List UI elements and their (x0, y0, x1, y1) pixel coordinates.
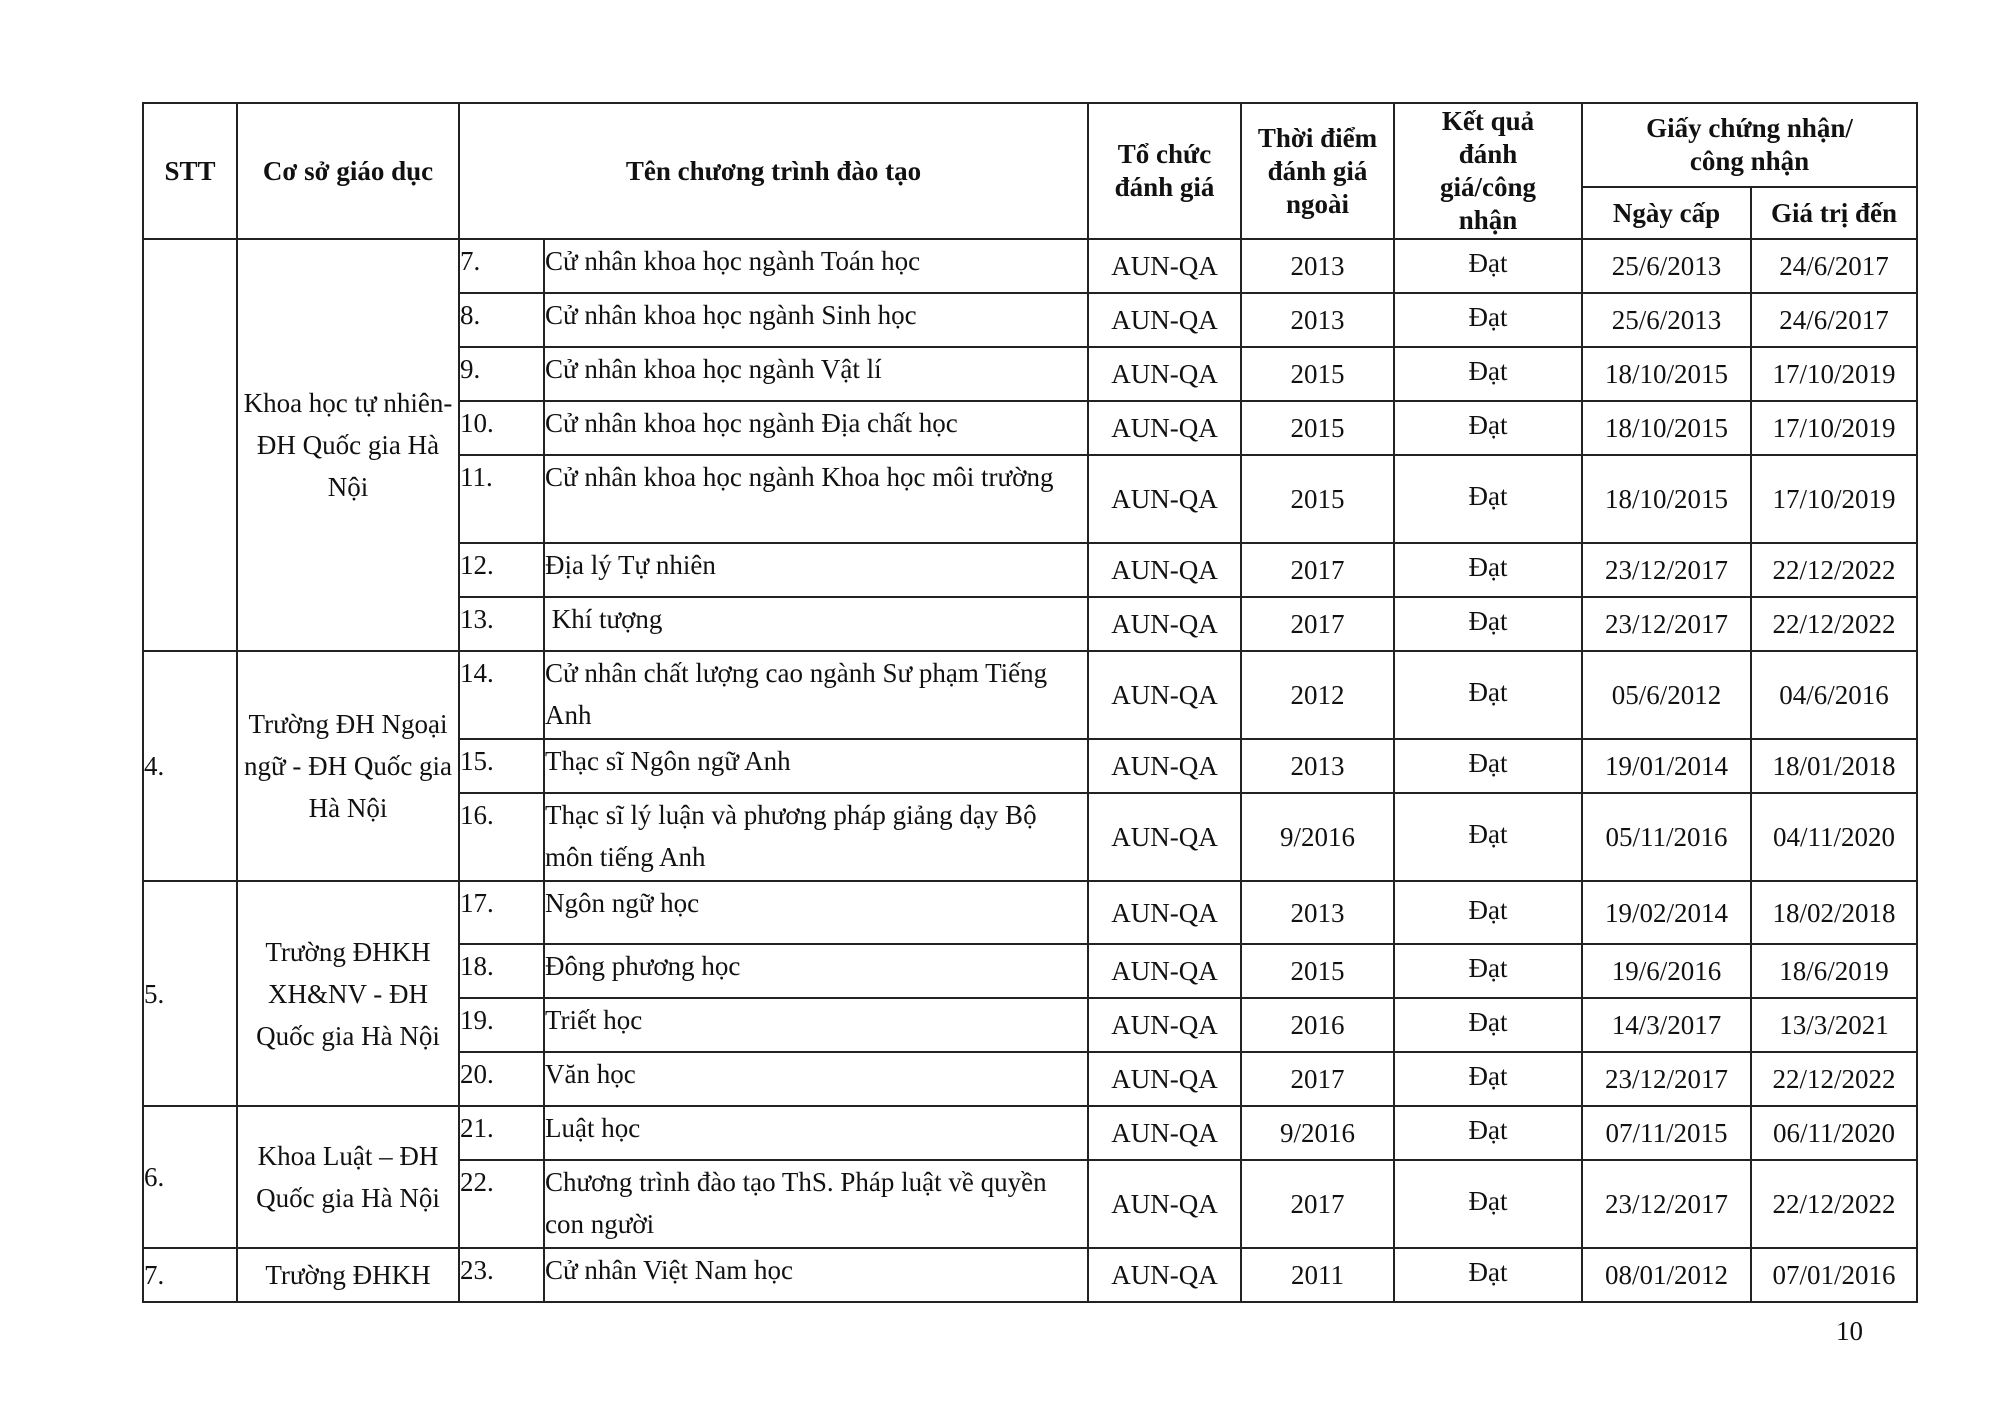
row-result: Đạt (1394, 1160, 1582, 1248)
row-program: Cử nhân chất lượng cao ngành Sư phạm Tiếng Anh (544, 651, 1088, 739)
row-result: Đạt (1394, 401, 1582, 455)
row-result: Đạt (1394, 293, 1582, 347)
row-result: Đạt (1394, 739, 1582, 793)
row-issue-date: 14/3/2017 (1582, 998, 1751, 1052)
row-number: 7. (459, 239, 544, 293)
row-result: Đạt (1394, 881, 1582, 944)
row-org: AUN-QA (1088, 1248, 1241, 1302)
row-valid-until: 17/10/2019 (1751, 455, 1917, 543)
row-valid-until: 18/02/2018 (1751, 881, 1917, 944)
table-row (143, 1248, 1917, 1302)
row-institution: Khoa Luật – ĐH Quốc gia Hà Nội (237, 1106, 459, 1248)
table-row (143, 651, 1917, 739)
header-stt: STT (143, 103, 237, 239)
row-issue-date: 07/11/2015 (1582, 1106, 1751, 1160)
row-institution: Trường ĐHKH (237, 1248, 459, 1302)
row-program: Ngôn ngữ học (544, 881, 1088, 944)
row-number: 18. (459, 944, 544, 998)
row-number: 20. (459, 1052, 544, 1106)
row-valid-until: 04/6/2016 (1751, 651, 1917, 739)
row-result: Đạt (1394, 651, 1582, 739)
row-number: 21. (459, 1106, 544, 1160)
row-result: Đạt (1394, 239, 1582, 293)
header-org: Tổ chức đánh giá (1088, 103, 1241, 239)
row-issue-date: 23/12/2017 (1582, 597, 1751, 651)
row-program: Văn học (544, 1052, 1088, 1106)
table-body (143, 239, 1917, 1302)
row-number: 11. (459, 455, 544, 543)
row-number: 17. (459, 881, 544, 944)
row-valid-until: 13/3/2021 (1751, 998, 1917, 1052)
row-org: AUN-QA (1088, 651, 1241, 739)
header-program: Tên chương trình đào tạo (459, 103, 1088, 239)
row-valid-until: 22/12/2022 (1751, 597, 1917, 651)
row-org: AUN-QA (1088, 998, 1241, 1052)
row-institution: Khoa học tự nhiên- ĐH Quốc gia Hà Nội (237, 239, 459, 651)
row-valid-until: 07/01/2016 (1751, 1248, 1917, 1302)
row-institution: Trường ĐH Ngoại ngữ - ĐH Quốc gia Hà Nội (237, 651, 459, 881)
row-issue-date: 05/6/2012 (1582, 651, 1751, 739)
row-result: Đạt (1394, 543, 1582, 597)
row-time: 2017 (1241, 543, 1394, 597)
row-number: 8. (459, 293, 544, 347)
row-issue-date: 23/12/2017 (1582, 1052, 1751, 1106)
row-issue-date: 23/12/2017 (1582, 1160, 1751, 1248)
row-valid-until: 24/6/2017 (1751, 293, 1917, 347)
accreditation-table (142, 102, 1918, 1303)
row-time: 9/2016 (1241, 793, 1394, 881)
row-program: Thạc sĩ lý luận và phương pháp giảng dạy Bộ môn tiếng Anh (544, 793, 1088, 881)
row-result: Đạt (1394, 1106, 1582, 1160)
row-valid-until: 22/12/2022 (1751, 1052, 1917, 1106)
row-valid-until: 22/12/2022 (1751, 1160, 1917, 1248)
row-result: Đạt (1394, 793, 1582, 881)
row-institution: Trường ĐHKH XH&NV - ĐH Quốc gia Hà Nội (237, 881, 459, 1106)
row-time: 2013 (1241, 293, 1394, 347)
row-org: AUN-QA (1088, 347, 1241, 401)
row-time: 2017 (1241, 1052, 1394, 1106)
row-program: Địa lý Tự nhiên (544, 543, 1088, 597)
row-issue-date: 19/6/2016 (1582, 944, 1751, 998)
row-time: 2017 (1241, 1160, 1394, 1248)
row-program: Triết học (544, 998, 1088, 1052)
row-time: 2013 (1241, 739, 1394, 793)
row-number: 12. (459, 543, 544, 597)
row-program: Cử nhân khoa học ngành Vật lí (544, 347, 1088, 401)
row-time: 2015 (1241, 401, 1394, 455)
table-row (143, 881, 1917, 944)
row-org: AUN-QA (1088, 1106, 1241, 1160)
row-number: 19. (459, 998, 544, 1052)
row-time: 2017 (1241, 597, 1394, 651)
row-issue-date: 23/12/2017 (1582, 543, 1751, 597)
row-org: AUN-QA (1088, 739, 1241, 793)
row-org: AUN-QA (1088, 543, 1241, 597)
row-valid-until: 17/10/2019 (1751, 401, 1917, 455)
row-stt: 4. (143, 651, 237, 881)
row-program: Khí tượng (544, 597, 1088, 651)
row-result: Đạt (1394, 944, 1582, 998)
row-org: AUN-QA (1088, 881, 1241, 944)
row-issue-date: 19/01/2014 (1582, 739, 1751, 793)
header-certificate: Giấy chứng nhận/ công nhận (1582, 103, 1917, 187)
header-valid-until: Giá trị đến (1751, 187, 1917, 239)
row-issue-date: 25/6/2013 (1582, 293, 1751, 347)
row-time: 2015 (1241, 347, 1394, 401)
row-program: Cử nhân Việt Nam học (544, 1248, 1088, 1302)
row-number: 22. (459, 1160, 544, 1248)
row-time: 2015 (1241, 944, 1394, 998)
row-result: Đạt (1394, 998, 1582, 1052)
header-result: Kết quả đánh giá/công nhận (1394, 103, 1582, 239)
header-issue-date: Ngày cấp (1582, 187, 1751, 239)
row-valid-until: 18/01/2018 (1751, 739, 1917, 793)
row-valid-until: 17/10/2019 (1751, 347, 1917, 401)
row-org: AUN-QA (1088, 1160, 1241, 1248)
row-valid-until: 06/11/2020 (1751, 1106, 1917, 1160)
row-org: AUN-QA (1088, 293, 1241, 347)
row-issue-date: 18/10/2015 (1582, 347, 1751, 401)
row-stt: 5. (143, 881, 237, 1106)
row-number: 15. (459, 739, 544, 793)
row-program: Cử nhân khoa học ngành Toán học (544, 239, 1088, 293)
row-time: 2011 (1241, 1248, 1394, 1302)
row-stt: 7. (143, 1248, 237, 1302)
row-valid-until: 22/12/2022 (1751, 543, 1917, 597)
row-time: 2012 (1241, 651, 1394, 739)
row-issue-date: 05/11/2016 (1582, 793, 1751, 881)
row-stt: 6. (143, 1106, 237, 1248)
row-number: 16. (459, 793, 544, 881)
row-org: AUN-QA (1088, 944, 1241, 998)
row-org: AUN-QA (1088, 597, 1241, 651)
row-time: 2013 (1241, 881, 1394, 944)
row-program: Luật học (544, 1106, 1088, 1160)
row-time: 2016 (1241, 998, 1394, 1052)
row-number: 23. (459, 1248, 544, 1302)
row-number: 10. (459, 401, 544, 455)
row-org: AUN-QA (1088, 239, 1241, 293)
row-org: AUN-QA (1088, 455, 1241, 543)
row-result: Đạt (1394, 1052, 1582, 1106)
row-stt (143, 239, 237, 651)
row-result: Đạt (1394, 1248, 1582, 1302)
row-org: AUN-QA (1088, 793, 1241, 881)
page-number: 10 (1836, 1316, 1863, 1346)
row-valid-until: 04/11/2020 (1751, 793, 1917, 881)
row-program: Chương trình đào tạo ThS. Pháp luật về quyền con người (544, 1160, 1088, 1248)
row-valid-until: 24/6/2017 (1751, 239, 1917, 293)
row-time: 9/2016 (1241, 1106, 1394, 1160)
row-number: 13. (459, 597, 544, 651)
row-issue-date: 19/02/2014 (1582, 881, 1751, 944)
header-institution: Cơ sở giáo dục (237, 103, 459, 239)
row-result: Đạt (1394, 597, 1582, 651)
row-issue-date: 18/10/2015 (1582, 455, 1751, 543)
header-time: Thời điểm đánh giá ngoài (1241, 103, 1394, 239)
row-program: Thạc sĩ Ngôn ngữ Anh (544, 739, 1088, 793)
row-org: AUN-QA (1088, 401, 1241, 455)
row-number: 9. (459, 347, 544, 401)
row-program: Cử nhân khoa học ngành Sinh học (544, 293, 1088, 347)
row-valid-until: 18/6/2019 (1751, 944, 1917, 998)
row-issue-date: 08/01/2012 (1582, 1248, 1751, 1302)
row-issue-date: 25/6/2013 (1582, 239, 1751, 293)
row-program: Đông phương học (544, 944, 1088, 998)
row-result: Đạt (1394, 455, 1582, 543)
row-org: AUN-QA (1088, 1052, 1241, 1106)
row-time: 2015 (1241, 455, 1394, 543)
row-program: Cử nhân khoa học ngành Địa chất học (544, 401, 1088, 455)
row-result: Đạt (1394, 347, 1582, 401)
row-time: 2013 (1241, 239, 1394, 293)
row-issue-date: 18/10/2015 (1582, 401, 1751, 455)
table-row (143, 239, 1917, 293)
row-program: Cử nhân khoa học ngành Khoa học môi trường (544, 455, 1088, 543)
row-number: 14. (459, 651, 544, 739)
table-row (143, 1106, 1917, 1160)
